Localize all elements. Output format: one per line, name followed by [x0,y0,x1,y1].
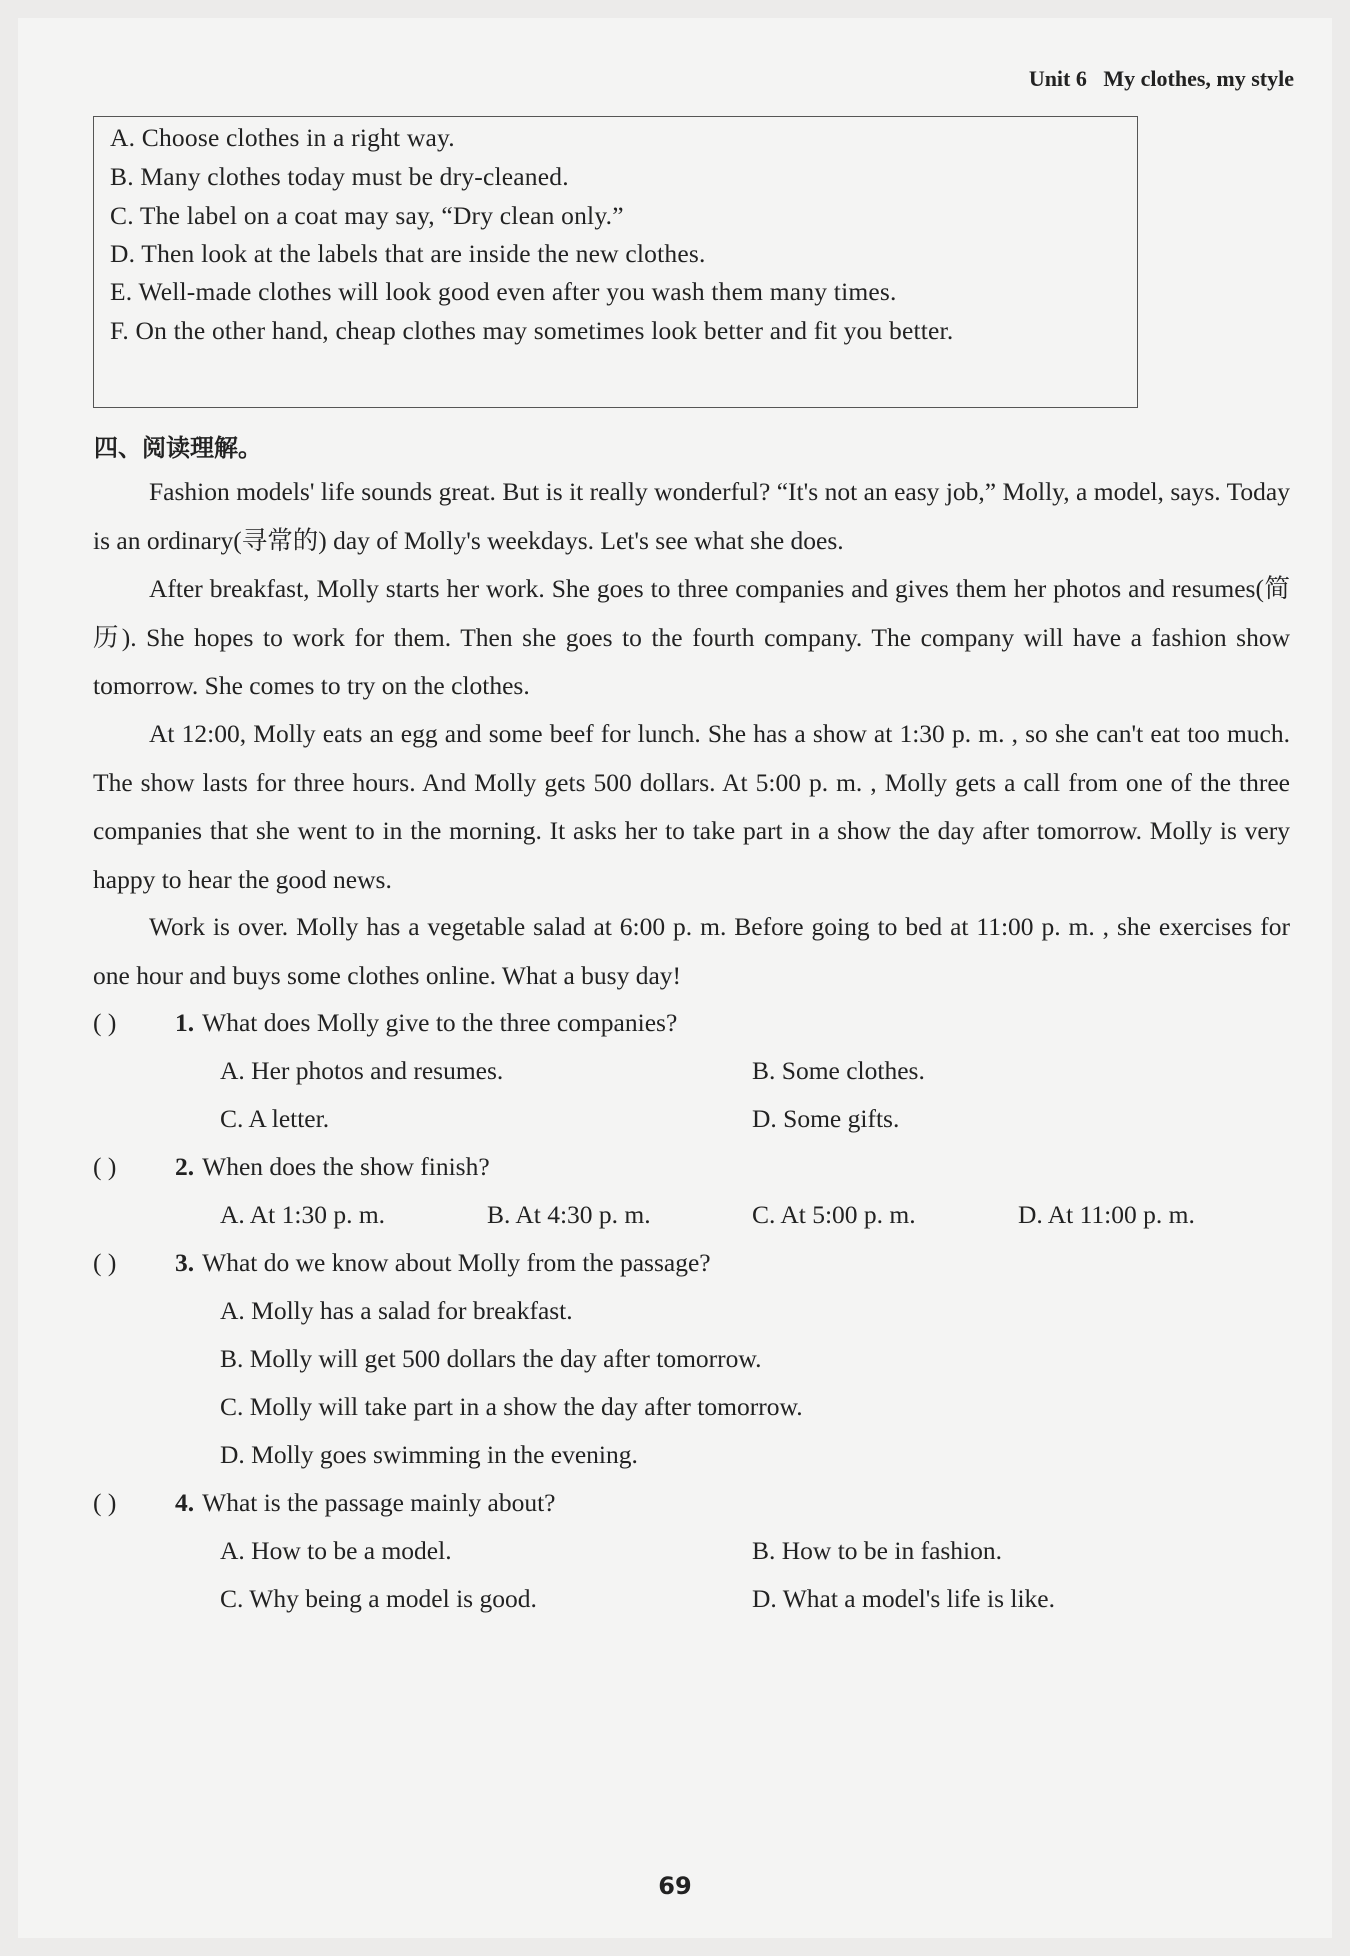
box-option-b: B. Many clothes today must be dry-cleaned. [110,162,569,191]
passage-paragraph: After breakfast, Molly starts her work. She goes to three companies and gives them her photos and resumes(简历). She hopes to work for them. Then she goes to the fourth company. The company will have a fashion show tomorrow. She comes to try on the clothes. [93,574,1290,700]
box-option-f: F. On the other hand, cheap clothes may sometimes look better and fit you better. [110,316,954,345]
q1-option-c: C. A letter. [220,1104,330,1133]
q1-option-a: A. Her photos and resumes. [220,1056,504,1085]
q2-option-d: D. At 11:00 p. m. [1018,1200,1195,1229]
q2-option-a: A. At 1:30 p. m. [220,1200,386,1229]
answer-blank[interactable]: ( ) [93,1248,117,1277]
box-option-a: A. Choose clothes in a right way. [110,123,455,152]
box-option-d: D. Then look at the labels that are inside the new clothes. [110,239,706,268]
q2-option-b: B. At 4:30 p. m. [487,1200,651,1229]
q2-option-c: C. At 5:00 p. m. [752,1200,916,1229]
question-2 [93,1152,490,1182]
page-number: 69 [658,1872,692,1900]
question-1 [93,1008,677,1038]
question-number: 3. [175,1248,195,1277]
passage-paragraph: At 12:00, Molly eats an egg and some beef for lunch. She has a show at 1:30 p. m. , so she can't eat too much. The show lasts for three hours. And Molly gets 500 dollars. At 5:00 p. m. , Molly gets a call from one of the three companies that she went to in the morning. It asks her to take part in a show the day after tomorrow. Molly is very happy to hear the good news. [93,719,1290,894]
q1-option-d: D. Some gifts. [752,1104,900,1133]
box-option-e: E. Well-made clothes will look good even after you wash them many times. [110,277,897,306]
q4-option-d: D. What a model's life is like. [752,1584,1055,1613]
q4-option-c: C. Why being a model is good. [220,1584,537,1613]
q1-option-b: B. Some clothes. [752,1056,925,1085]
question-text: What does Molly give to the three companies? [202,1008,678,1037]
q4-option-b: B. How to be in fashion. [752,1536,1003,1565]
unit-title: My clothes, my style [1103,66,1294,91]
question-text: When does the show finish? [202,1152,490,1181]
q3-option-c: C. Molly will take part in a show the day after tomorrow. [220,1392,803,1421]
question-3 [93,1248,711,1278]
passage-paragraph: Work is over. Molly has a vegetable salad at 6:00 p. m. Before going to bed at 11:00 p. m. , she exercises for one hour and buys some clothes online. What a busy day! [93,912,1290,990]
question-text: What is the passage mainly about? [202,1488,556,1517]
question-number: 1. [175,1008,195,1037]
question-number: 4. [175,1488,195,1517]
answer-blank[interactable]: ( ) [93,1488,117,1517]
running-header [1029,66,1294,92]
question-text: What do we know about Molly from the passage? [202,1248,711,1277]
q3-option-a: A. Molly has a salad for breakfast. [220,1296,573,1325]
answer-blank[interactable]: ( ) [93,1152,117,1181]
section-title: 四、阅读理解。 [94,434,262,462]
q3-option-d: D. Molly goes swimming in the evening. [220,1440,638,1469]
q3-option-b: B. Molly will get 500 dollars the day after tomorrow. [220,1344,762,1373]
q4-option-a: A. How to be a model. [220,1536,452,1565]
passage-paragraph: Fashion models' life sounds great. But is it really wonderful? “It's not an easy job,” Molly, a model, says. Today is an ordinary(寻常的) day of Molly's weekdays. Let's see what she does. [93,477,1290,555]
unit-label: Unit 6 [1028,66,1087,91]
box-option-c: C. The label on a coat may say, “Dry clean only.” [110,201,624,230]
question-4 [93,1488,555,1518]
answer-blank[interactable]: ( ) [93,1008,117,1037]
options-box [93,116,1138,408]
question-number: 2. [175,1152,195,1181]
